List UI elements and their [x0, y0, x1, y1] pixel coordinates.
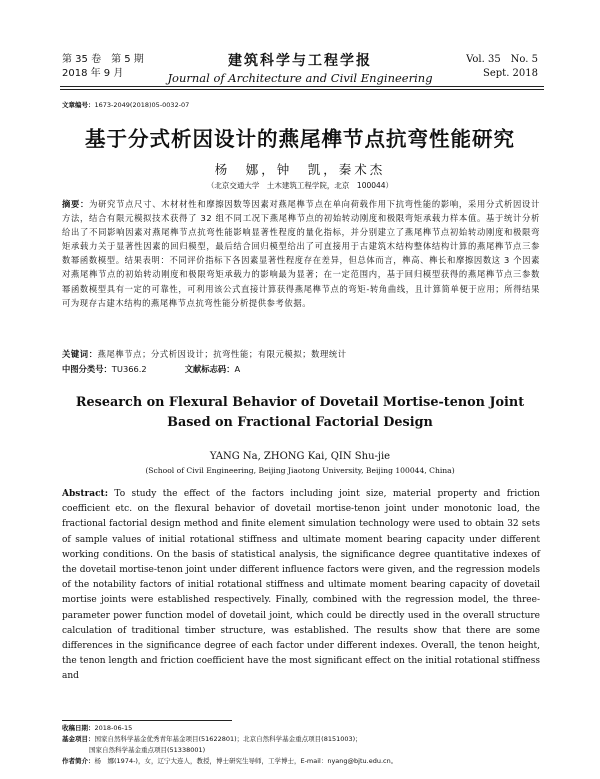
- keywords-cn: [62, 348, 347, 360]
- author-bio: 杨 娜(1974-)，女，辽宁大连人，教授，博士研究生导师，工学博士，E-mail：nyang@bjtu.edu.cn。: [94, 757, 398, 765]
- abstract-cn-text: 为研究节点尺寸、木材材性和摩擦因数等因素对燕尾榫节点在单向荷载作用下抗弯性能的影响，采用分式析因设计方法，结合有限元模拟技术获得了 32 组不同工况下燕尾榫节点的初始转动刚度和极限弯矩承载力样本值。基于统计分析给出了不同影响因素对燕尾榫节点抗弯性能影响显著性程度的量化指标，并分别建立了燕尾榫节点初始转动刚度和极限弯矩承载力关于显著性因素的回归模型，最后结合回归模型给出了可直接用于古建筑木结构整体结构计算的燕尾榫节点三参数幂函数模型。结果表明：不同评价指标下各因素显著性程度存在差异，但总体而言，榫高、榫长和摩擦因数这 3 个因素对燕尾榫节点的初始转动刚度和极限弯矩承载力的影响最为显著；在一定范围内，基于回归模型获得的燕尾榫节点三参数幂函数模型具有一定的可靠性，可利用该公式直接计算获得燕尾榫节点的弯矩-转角曲线，且计算简单便于应用；所得结果可为现存古建木结构的燕尾榫节点抗弯性能分析提供参考依据。: [62, 199, 540, 308]
- abstract-en-text: To study the effect of the factors including joint size, material property and friction coefficient etc. on the flexural behavior of dovetail mortise-tenon joint under monotonic load, the fractional factorial design method and finite element simulation technology were used to obtain 32 sets of sample values of initial rotational stiffness and ultimate moment bearing capacity under different working conditions. On the basis of statistical analysis, the significance degree quantitative indexes of the dovetail mortise-tenon joint under different influence factors were given, and the regression models of the notability factors of initial rotational stiffness and ultimate moment bearing capacity of dovetail mortise joints were established respectively. Finally, combined with the regression model, the three-parameter power function model of dovetail joint, which could be directly used in the overall structure calculation of traditional timber structure, was established. The results show that there are some differences in the significance degree of each factor under different indexes. Overall, the tenon height, the tenon length and friction coefficient have the most significant effect on the initial rotational stiffness and: [62, 489, 540, 682]
- article-number: [62, 100, 189, 109]
- fund-line1: 国家自然科学基金优秀青年基金项目(51622801)；北京自然科学基金重点项目(8151003)；: [94, 735, 362, 743]
- header-volume-en: [466, 53, 538, 81]
- received-label: 收稿日期：: [62, 724, 95, 732]
- abstract-en: [62, 487, 540, 685]
- volume-issue-en: Vol. 35 No. 5: [466, 54, 538, 65]
- date-en: Sept. 2018: [483, 68, 538, 79]
- authors-en: YANG Na, ZHONG Kai, QIN Shu-jie: [209, 451, 391, 462]
- clc-label: 中图分类号：: [62, 364, 112, 374]
- footnote-fund-cont: 国家自然科学基金重点项目(51338001): [89, 746, 206, 754]
- fund-label: 基金项目：: [62, 735, 95, 743]
- keywords-cn-label: 关键词：: [62, 349, 98, 359]
- header-rule: [60, 86, 544, 87]
- volume-issue-cn: 第 35 卷 第 5 期: [62, 54, 144, 65]
- footnote-fund: [62, 734, 397, 745]
- doc-code-value: A: [234, 364, 241, 374]
- abstract-cn: [62, 197, 540, 310]
- footnote-received: [62, 723, 397, 734]
- keywords-cn-text: 燕尾榫节点；分式析因设计；抗弯性能；有限元模拟；数理统计: [97, 349, 347, 359]
- footnote-rule: [62, 720, 232, 721]
- journal-title-cn: 建筑科学与工程学报: [228, 53, 372, 69]
- clc-value: TU366.2: [111, 364, 147, 374]
- title-en-line1: Research on Flexural Behavior of Dovetail Mortise-tenon Joint: [75, 395, 525, 410]
- title-en: [0, 393, 600, 433]
- received-date: 2018-06-15: [94, 724, 133, 732]
- abstract-en-label: Abstract:: [62, 489, 109, 499]
- classification-cn: [62, 363, 240, 375]
- authors-cn: 杨 娜，钟 凯，秦术杰: [214, 162, 386, 177]
- title-cn: 基于分式析因设计的燕尾榫节点抗弯性能研究: [85, 127, 515, 151]
- title-en-line2: Based on Fractional Factorial Design: [167, 415, 433, 430]
- article-number-value: 1673-2049(2018)05-0032-07: [94, 101, 190, 109]
- footnotes: [62, 723, 397, 767]
- date-cn: 2018 年 9 月: [62, 68, 124, 79]
- article-number-label: 文章编号：: [62, 101, 95, 109]
- author-bio-label: 作者简介：: [62, 757, 95, 765]
- header-rule-secondary: [60, 89, 544, 90]
- affiliation-cn: （北京交通大学 土木建筑工程学院，北京 100044）: [206, 181, 394, 190]
- abstract-cn-label: 摘要：: [62, 199, 90, 209]
- journal-title-en: Journal of Architecture and Civil Engineering: [167, 71, 433, 85]
- footnote-author: [62, 756, 397, 767]
- affiliation-en: (School of Civil Engineering, Beijing Jiaotong University, Beijing 100044, China): [145, 466, 455, 475]
- doc-code-label: 文献标志码：: [184, 364, 235, 374]
